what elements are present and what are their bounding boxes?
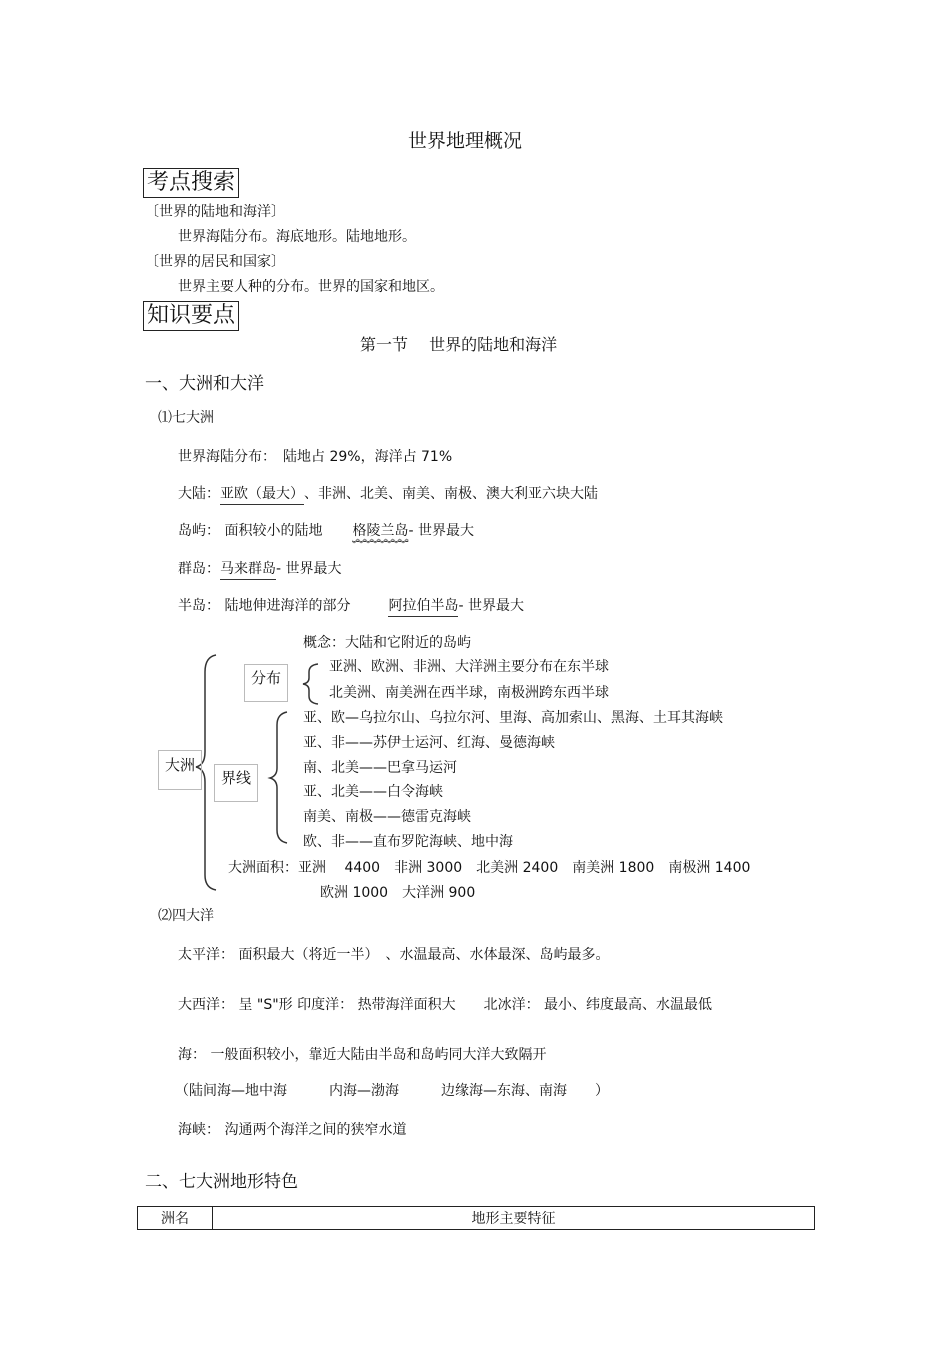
lesson-title: 第一节 世界的陆地和海洋 — [360, 335, 558, 354]
area-line-2: 欧洲 1000 大洋洲 900 — [320, 885, 476, 901]
label-jiexian: 界线 — [220, 769, 251, 787]
part-2-heading: 二、七大洲地形特色 — [145, 1172, 298, 1192]
sea-land-line: 世界海陆分布： 陆地占 29%，海洋占 71% — [178, 449, 453, 465]
search-line-1: 世界海陆分布。海底地形。陆地地形。 — [178, 229, 416, 245]
boundary-line-3: 南、北美——巴拿马运河 — [303, 760, 457, 776]
terrain-table — [137, 1206, 815, 1230]
sub-heading-2: ⑵四大洋 — [158, 908, 214, 924]
box-jiexian — [214, 764, 258, 802]
label-fenbu: 分布 — [250, 669, 281, 687]
peninsula-rest: - 世界最大 — [458, 598, 524, 614]
section-heading-kaodian: 考点搜索 — [143, 168, 239, 198]
archipelago-underlined: 马来群岛 — [220, 561, 276, 580]
continent-rest: 、非洲、北美、南美、南极、澳大利亚六块大陆 — [304, 486, 598, 502]
distribution-line-1: 亚洲、欧洲、非洲、大洋洲主要分布在东半球 — [329, 659, 609, 675]
atlantic-line: 大西洋： 呈 "S"形 印度洋： 热带海洋面积大 北冰洋： 最小、纬度最高、水温最低 — [178, 997, 713, 1013]
boundary-line-2: 亚、非——苏伊士运河、红海、曼德海峡 — [303, 735, 555, 751]
concept-line: 概念：大陆和它附近的岛屿 — [303, 635, 471, 651]
search-line-2: 世界主要人种的分布。世界的国家和地区。 — [178, 279, 444, 295]
boundary-line-4: 亚、北美——白令海峡 — [303, 784, 443, 800]
table-header-row — [138, 1207, 815, 1230]
table-header-features: 地形主要特征 — [213, 1207, 815, 1230]
archipelago-line — [178, 561, 342, 580]
peninsula-prefix: 半岛： 陆地伸进海洋的部分 — [178, 598, 351, 614]
archipelago-rest: - 世界最大 — [276, 561, 342, 577]
search-heading-2: 〔世界的居民和国家〕 — [145, 254, 285, 270]
island-line — [178, 523, 474, 542]
search-heading-1: 〔世界的陆地和海洋〕 — [145, 204, 285, 220]
area-line-1: 大洲面积：亚洲 4400 非洲 3000 北美洲 2400 南美洲 1800 南极洲 1400 — [228, 860, 751, 876]
part-1-heading: 一、大洲和大洋 — [145, 374, 264, 394]
island-prefix: 岛屿： 面积较小的陆地 — [178, 523, 323, 539]
box-fenbu — [244, 664, 288, 702]
sea-line: 海： 一般面积较小，靠近大陆由半岛和岛屿同大洋大致隔开 — [178, 1047, 547, 1063]
boundary-line-5: 南美、南极——德雷克海峡 — [303, 809, 471, 825]
continent-underlined: 亚欧（最大） — [220, 486, 304, 505]
island-underlined: 格陵兰岛 — [352, 523, 408, 542]
strait-line: 海峡： 沟通两个海洋之间的狭窄水道 — [178, 1122, 407, 1138]
boundary-line-1: 亚、欧—乌拉尔山、乌拉尔河、里海、高加索山、黑海、土耳其海峡 — [303, 710, 723, 726]
archipelago-prefix: 群岛： — [178, 561, 220, 577]
label-dazhou: 大洲 — [164, 756, 195, 774]
peninsula-line — [178, 598, 524, 617]
pacific-line: 太平洋： 面积最大（将近一半） 、水温最高、水体最深、岛屿最多。 — [178, 947, 610, 963]
distribution-line-2: 北美洲、南美洲在西半球，南极洲跨东西半球 — [329, 685, 609, 701]
brace-fenbu — [303, 664, 318, 704]
peninsula-underlined: 阿拉伯半岛 — [388, 598, 458, 617]
island-rest: - 世界最大 — [408, 523, 474, 539]
continent-line — [178, 486, 598, 505]
page-title: 世界地理概况 — [408, 130, 523, 152]
continent-prefix: 大陆： — [178, 486, 220, 502]
box-dazhou — [158, 750, 202, 790]
sub-heading-1: ⑴七大洲 — [158, 410, 214, 426]
brace-jiexian — [270, 712, 287, 843]
section-heading-zhishi: 知识要点 — [143, 301, 239, 331]
table-header-continent: 洲名 — [138, 1207, 213, 1230]
sea-examples-line: （陆间海—地中海 内海—渤海 边缘海—东海、南海 ） — [175, 1083, 609, 1099]
boundary-line-6: 欧、非——直布罗陀海峡、地中海 — [303, 834, 513, 850]
